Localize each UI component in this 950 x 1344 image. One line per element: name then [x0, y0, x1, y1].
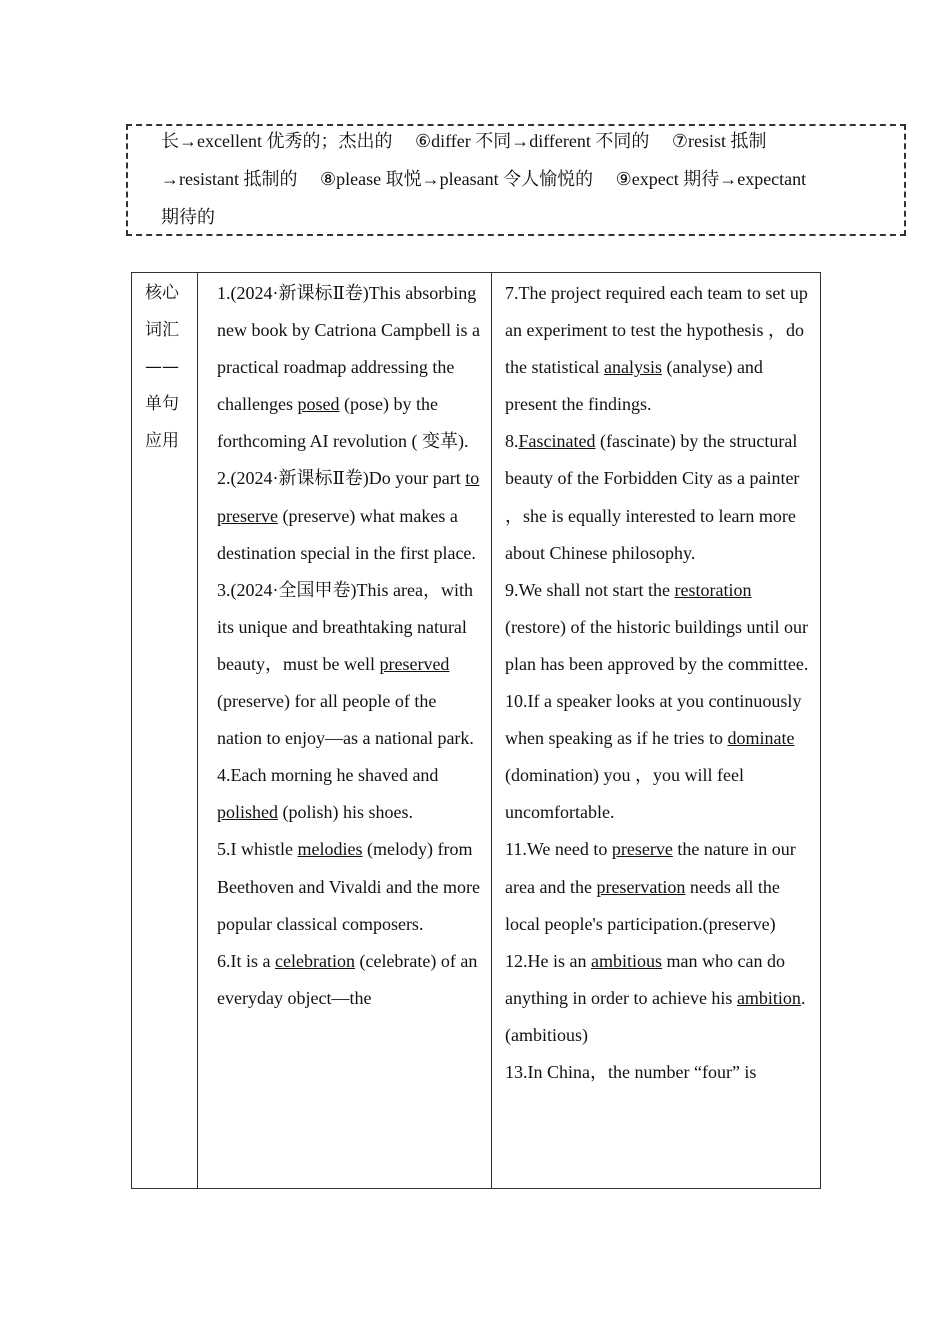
label-line: 词汇 — [145, 320, 179, 340]
answer-blank: restoration — [674, 579, 752, 600]
exercise-item-13 — [505, 1054, 814, 1091]
label-line: 应用 — [145, 431, 179, 451]
item-text: 13.In China，the number “four” is — [505, 1061, 757, 1082]
summary-item-expect: ⑨expect 期待→expectant — [615, 169, 807, 189]
label-line: —— — [145, 357, 179, 377]
item-text: (preserve) for all people of the nation to enjoy—as a national park. — [217, 691, 474, 749]
answer-blank: dominate — [727, 728, 795, 749]
item-text: 7.The project required each team to set up an experiment to test the hypothesis ，do the statistical — [505, 283, 808, 378]
item-text: the nature in our area and the — [505, 839, 796, 897]
item-text: 9.We shall not start the — [505, 579, 675, 600]
item-text: (preserve) what makes a destination special in the first place. — [217, 505, 476, 563]
row-label — [132, 273, 197, 460]
answer-blank: celebration — [275, 950, 355, 971]
item-text: 12.He is an — [505, 950, 591, 971]
summary-line-2 — [161, 167, 806, 191]
summary-item-resistant: →resistant 抵制的 — [161, 169, 298, 189]
exercise-item-7 — [505, 275, 814, 423]
answer-blank: ambition — [736, 987, 801, 1008]
summary-item-resist: ⑦resist 抵制 — [671, 131, 767, 151]
right-column-cell — [492, 273, 821, 1189]
exercise-item-1 — [217, 275, 483, 460]
answer-blank: preserve — [611, 839, 673, 860]
item-text: (restore) of the historic buildings until our plan has been approved by the committee. — [505, 616, 809, 674]
item-text: .(ambitious) — [505, 987, 806, 1045]
exercise-item-9 — [505, 572, 814, 683]
exercise-item-12 — [505, 943, 814, 1054]
exercise-item-11 — [505, 831, 814, 942]
answer-blank: to preserve — [217, 468, 480, 526]
row-label-cell — [132, 273, 198, 1189]
item-text: (polish) his shoes. — [278, 802, 413, 823]
label-line: 单句 — [145, 394, 179, 414]
answer-blank: preservation — [596, 876, 686, 897]
item-text: 6.It is a — [217, 950, 275, 971]
exercise-table — [131, 272, 821, 1189]
item-text: 10.If a speaker looks at you continuously when speaking as if he tries to — [505, 691, 802, 749]
exercise-item-10 — [505, 683, 814, 831]
summary-line-3 — [161, 205, 215, 229]
vocab-summary-box — [126, 124, 906, 236]
left-column-cell — [198, 273, 492, 1189]
item-text: 5.I whistle — [217, 839, 298, 860]
exercise-item-6 — [217, 943, 483, 1017]
answer-blank: ambitious — [590, 950, 662, 971]
exercise-item-5 — [217, 831, 483, 942]
summary-item-differ: ⑥differ 不同→different 不同的 — [414, 131, 650, 151]
exercise-item-4 — [217, 757, 483, 831]
answer-blank: Fascinated — [518, 431, 596, 452]
item-text: 1.(2024·新课标Ⅱ卷)This absorbing new book by Catriona Campbell is a practical roadmap addressing the challenges — [217, 283, 480, 415]
summary-item-please: ⑧please 取悦→pleasant 令人愉悦的 — [320, 169, 594, 189]
exercise-item-3 — [217, 572, 483, 757]
answer-blank: preserved — [379, 653, 450, 674]
item-text: needs all the local people's participation.(preserve) — [505, 876, 780, 934]
answer-blank: posed — [297, 394, 340, 415]
answer-blank: melodies — [297, 839, 363, 860]
item-text: (melody) from Beethoven and Vivaldi and the more popular classical composers. — [217, 839, 481, 934]
left-column — [198, 273, 491, 1017]
item-text: (domination) you ，you will feel uncomfortable. — [505, 765, 744, 823]
item-text: (analyse) and present the findings. — [505, 357, 763, 415]
item-text: (celebrate) of an everyday object—the — [217, 950, 478, 1008]
exercise-item-8 — [505, 423, 814, 571]
item-text: (fascinate) by the structural beauty of the Forbidden City as a painter ，she is equally interested to learn more about Chinese philosophy. — [505, 431, 800, 563]
item-text: 3.(2024·全国甲卷)This area，with its unique and breathtaking natural beauty，must be well — [217, 579, 473, 674]
item-text: 4.Each morning he shaved and — [217, 765, 439, 786]
right-column — [492, 273, 820, 1091]
summary-line-1 — [161, 129, 767, 153]
item-text: 2.(2024·新课标Ⅱ卷)Do your part — [217, 468, 466, 489]
answer-blank: analysis — [603, 357, 662, 378]
label-line: 核心 — [145, 283, 179, 303]
item-text: (pose) by the forthcoming AI revolution ( 变革). — [217, 394, 469, 452]
item-text: 11.We need to — [505, 839, 612, 860]
summary-item-expectant-meaning: 期待的 — [161, 207, 215, 227]
item-text: 8. — [505, 431, 519, 452]
answer-blank: polished — [217, 802, 278, 823]
exercise-item-2 — [217, 460, 483, 571]
summary-item-excellent: 长→excellent 优秀的；杰出的 — [161, 131, 393, 151]
item-text: man who can do anything in order to achieve his — [505, 950, 785, 1008]
